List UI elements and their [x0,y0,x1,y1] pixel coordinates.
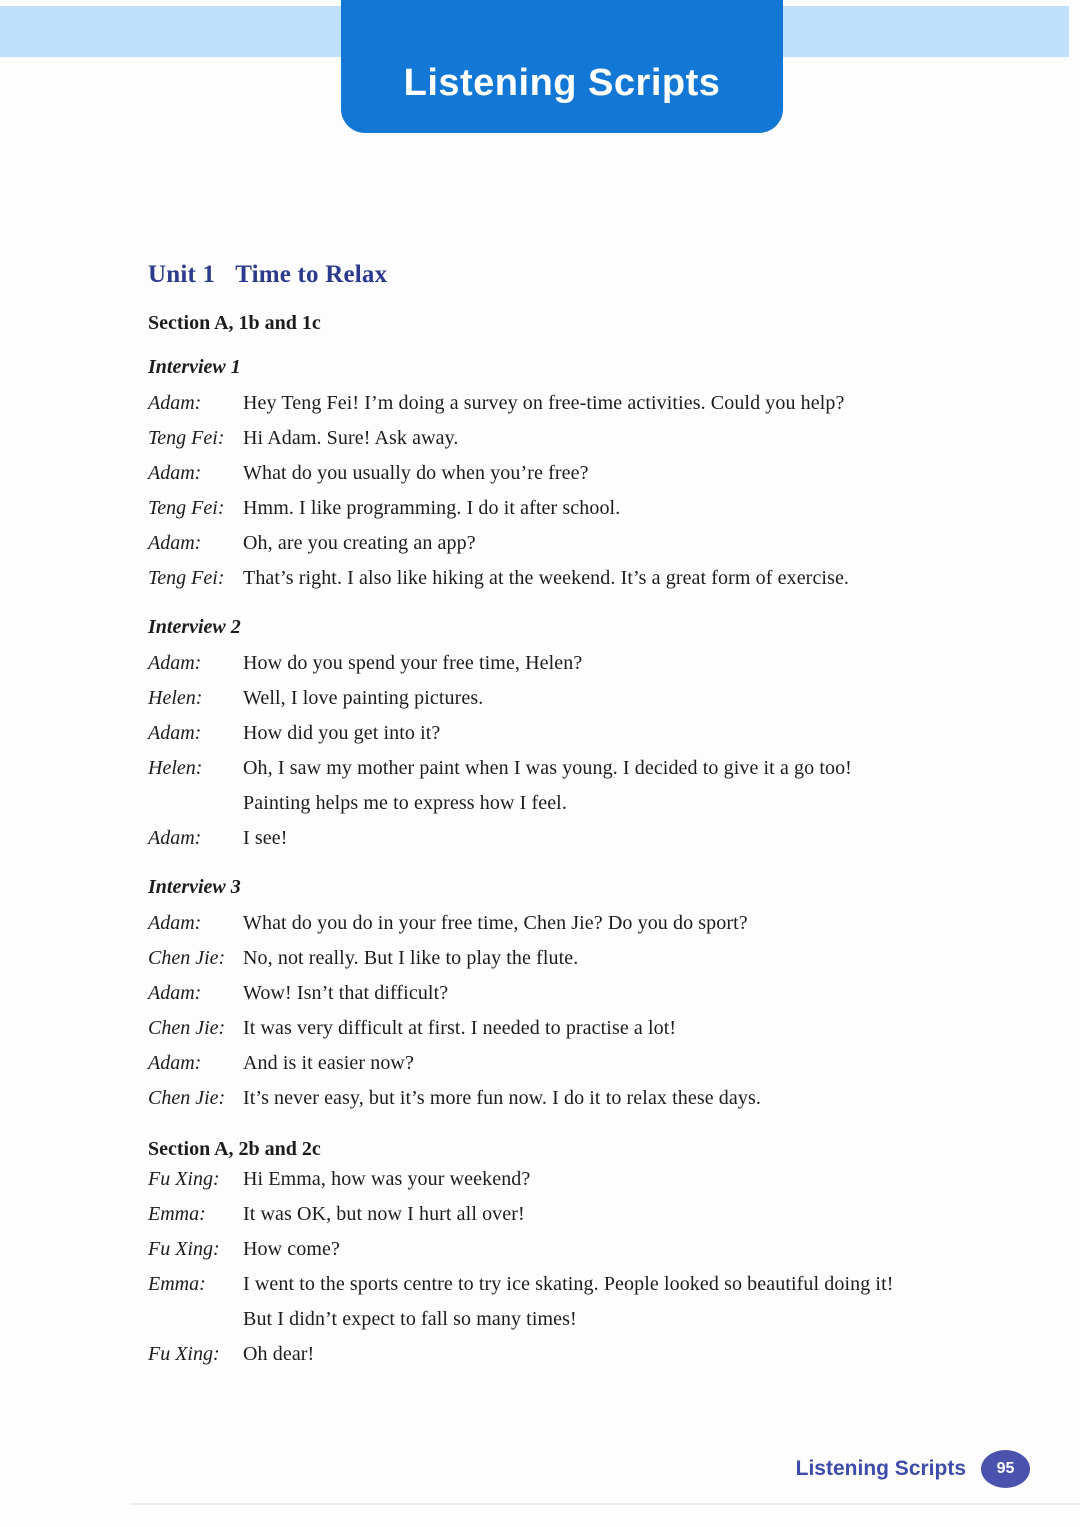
speaker-name [148,1302,243,1337]
speaker-name: Adam: [148,827,202,849]
speaker-name: Helen: [148,757,203,779]
utterance-text: What do you do in your free time, Chen Jie? Do you do sport? [243,912,748,934]
interview-heading: Interview 3 [148,876,241,898]
utterance-text: And is it easier now? [243,1052,414,1074]
script-section [148,1116,1008,1372]
dialogue-line [148,491,1008,526]
section-blocks [148,1162,1008,1372]
utterance-text: Hmm. I like programming. I do it after school. [243,497,621,519]
page-footer [796,1450,1030,1488]
dialogue-lines [148,1162,1008,1372]
utterance-text: How do you spend your free time, Helen? [243,652,583,674]
dialogue-lines [148,646,1008,856]
utterance-text: Painting helps me to express how I feel. [243,792,567,814]
dialogue-line [148,1011,1008,1046]
speaker-name: Chen Jie: [148,947,226,969]
dialogue-line [148,1337,1008,1372]
speaker-name: Adam: [148,1052,202,1074]
utterance-text: Oh dear! [243,1343,315,1365]
speaker-name: Adam: [148,462,202,484]
unit-name: Time to Relax [235,261,388,288]
dialogue-line [148,1081,1008,1116]
dialogue-block [148,856,1008,1116]
speaker-name: Teng Fei: [148,497,225,519]
dialogue-line [148,906,1008,941]
utterance-text: Well, I love painting pictures. [243,687,484,709]
dialogue-line [148,751,1008,786]
dialogue-line [148,1162,1008,1197]
speaker-name: Teng Fei: [148,567,225,589]
dialogue-line [148,821,1008,856]
dialogue-line [148,526,1008,561]
utterance-text: I see! [243,827,288,849]
dialogue-line [148,561,1008,596]
dialogue-line [148,716,1008,751]
speaker-name: Emma: [148,1273,206,1295]
dialogue-line [148,941,1008,976]
dialogue-block [148,336,1008,596]
speaker-name: Chen Jie: [148,1087,226,1109]
utterance-text: What do you usually do when you’re free? [243,462,589,484]
page-banner-title: Listening Scripts [403,62,721,104]
speaker-name: Teng Fei: [148,427,225,449]
dialogue-block [148,596,1008,856]
utterance-text: I went to the sports centre to try ice skating. People looked so beautiful doing it! [243,1273,894,1295]
utterance-text: Hi Emma, how was your weekend? [243,1168,531,1190]
speaker-name [148,786,243,821]
utterance-text: Hi Adam. Sure! Ask away. [243,427,459,449]
dialogue-line [148,1267,1008,1302]
dialogue-line [148,386,1008,421]
speaker-name: Adam: [148,722,202,744]
dialogue-line [148,456,1008,491]
dialogue-line [148,681,1008,716]
speaker-name: Adam: [148,652,202,674]
utterance-text: Oh, are you creating an app? [243,532,476,554]
dialogue-lines [148,906,1008,1116]
bottom-divider [130,1503,1080,1505]
utterance-text: How did you get into it? [243,722,441,744]
section-heading: Section A, 1b and 1c [148,312,321,334]
utterance-text: It was OK, but now I hurt all over! [243,1203,525,1225]
utterance-text: It was very difficult at first. I needed to practise a lot! [243,1017,677,1039]
speaker-name: Emma: [148,1203,206,1225]
utterance-text: How come? [243,1238,340,1260]
interview-heading: Interview 1 [148,356,241,378]
speaker-name: Adam: [148,982,202,1004]
utterance-text: Oh, I saw my mother paint when I was young. I decided to give it a go too! [243,757,852,779]
page-number-badge: 95 [981,1450,1030,1488]
speaker-name: Fu Xing: [148,1238,220,1260]
dialogue-line [148,1302,1008,1337]
dialogue-block [148,1162,1008,1372]
speaker-name: Adam: [148,912,202,934]
dialogue-line [148,786,1008,821]
dialogue-lines [148,386,1008,596]
utterance-text: That’s right. I also like hiking at the weekend. It’s a great form of exercise. [243,567,850,589]
footer-label: Listening Scripts [795,1457,966,1480]
script-section [148,290,1008,1116]
interview-heading: Interview 2 [148,616,241,638]
utterance-text: No, not really. But I like to play the flute. [243,947,579,969]
section-heading: Section A, 2b and 2c [148,1138,321,1160]
header-banner [341,0,783,133]
utterance-text: It’s never easy, but it’s more fun now. I do it to relax these days. [243,1087,761,1109]
dialogue-line [148,1197,1008,1232]
speaker-name: Fu Xing: [148,1343,220,1365]
utterance-text: Hey Teng Fei! I’m doing a survey on free-time activities. Could you help? [243,392,845,414]
dialogue-line [148,976,1008,1011]
dialogue-line [148,421,1008,456]
speaker-name: Helen: [148,687,203,709]
utterance-text: Wow! Isn’t that difficult? [243,982,449,1004]
dialogue-line [148,1046,1008,1081]
speaker-name: Chen Jie: [148,1017,226,1039]
speaker-name: Fu Xing: [148,1168,220,1190]
dialogue-line [148,1232,1008,1267]
unit-title [148,260,1008,290]
dialogue-line [148,646,1008,681]
speaker-name: Adam: [148,392,202,414]
utterance-text: But I didn’t expect to fall so many times! [243,1308,577,1330]
section-blocks [148,336,1008,1116]
unit-label: Unit 1 [148,261,216,288]
sections-container [148,290,1008,1372]
page-content [148,260,1008,1372]
speaker-name: Adam: [148,532,202,554]
